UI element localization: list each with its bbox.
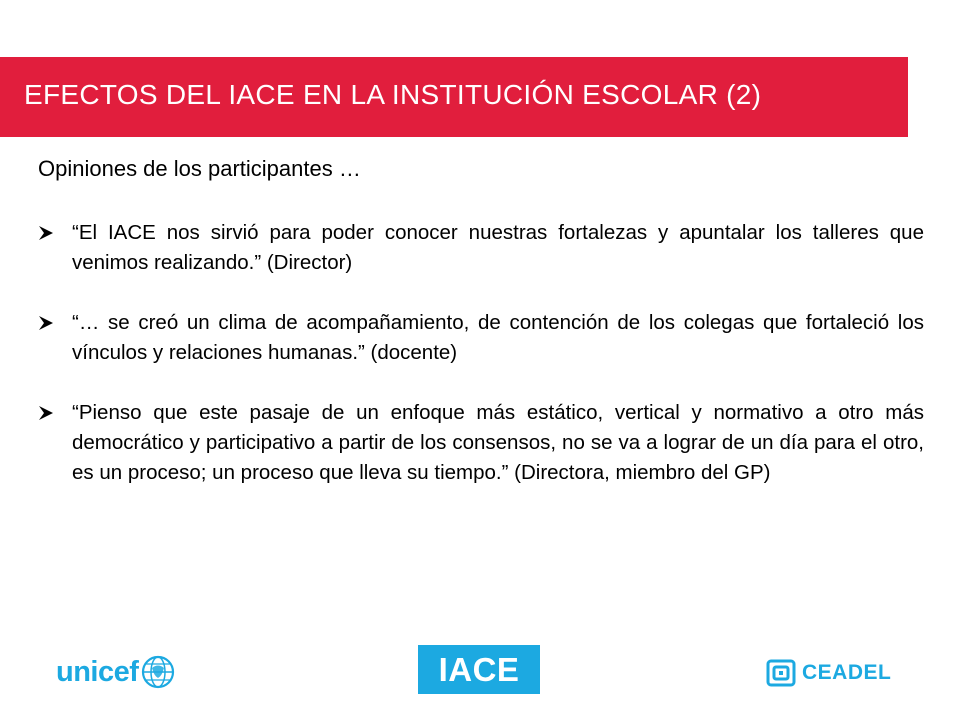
title-bar — [0, 57, 908, 137]
quote-item — [38, 398, 924, 488]
ceadel-logo — [766, 653, 916, 693]
quote-text: “Pienso que este pasaje de un enfoque más estático, vertical y normativo a otro más democrático y participativo a partir de los consensos, no se va a lograr de un día para el otro, es un proceso; un proceso que lleva su tiempo.” (Directora, miembro del GP) — [72, 401, 924, 484]
slide-subtitle: Opiniones de los participantes … — [38, 156, 361, 181]
arrow-bullet-icon — [38, 218, 72, 248]
arrow-bullet-icon — [38, 308, 72, 338]
quote-text: “… se creó un clima de acompañamiento, de contención de los colegas que fortaleció los vínculos y relaciones humanas.” (docente) — [72, 311, 924, 364]
arrow-bullet-icon — [38, 398, 72, 428]
quote-text: “El IACE nos sirvió para poder conocer nuestras fortalezas y apuntalar los talleres que venimos realizando.” (Director) — [72, 221, 924, 274]
quote-item — [38, 218, 924, 278]
iace-wordmark: IACE — [438, 650, 520, 688]
iace-logo — [418, 645, 540, 694]
quote-list — [38, 218, 924, 488]
slide-title: EFECTOS DEL IACE EN LA INSTITUCIÓN ESCOLAR (2) — [24, 79, 762, 110]
unicef-wordmark: unicef — [56, 655, 139, 688]
globe-emblem-icon — [140, 654, 176, 690]
quote-item — [38, 308, 924, 368]
unicef-logo — [56, 650, 206, 694]
ceadel-mark-icon — [766, 658, 796, 688]
ceadel-wordmark: CEADEL — [802, 661, 892, 684]
